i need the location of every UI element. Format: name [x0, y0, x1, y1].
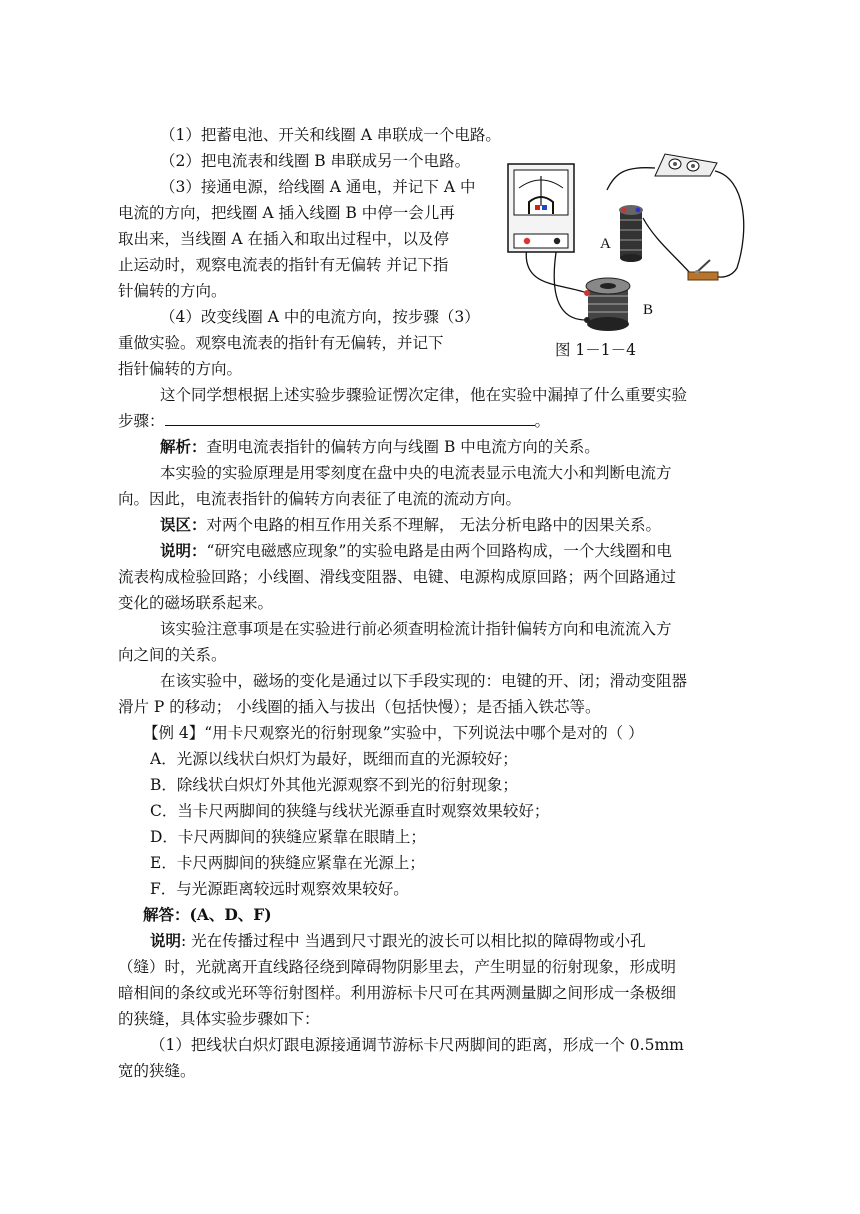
step-3-line-2: 电流的方向，把线圈 A 插入线圈 B 中停一会儿再 — [118, 204, 455, 222]
analysis-p2-line-1: 本实验的实验原理是用零刻度在盘中央的电流表显示电流大小和判断电流方 — [160, 464, 672, 482]
coil-b — [584, 278, 630, 331]
circuit-figure — [505, 148, 755, 363]
example4-explain-text: : 光在传播过程中 当遇到尺寸跟光的波长可以相比拟的障碍物或小孔 — [181, 932, 646, 950]
wire — [643, 218, 690, 273]
example4-title: 【例 4】“用卡尺观察光的衍射现象”实验中，下列说法中哪个是对的（ ） — [143, 724, 644, 742]
step-4-line-3: 指针偏转的方向。 — [118, 360, 243, 378]
explain-text: “研究电磁感应现象”的实验电路是由两个回路构成，一个大线圈和电 — [206, 542, 672, 560]
step-2: （2）把电流表和线圈 B 串联成另一个电路。 — [160, 152, 471, 170]
wire — [715, 171, 744, 277]
figure-caption: 图 1－1－4 — [555, 341, 637, 359]
step-3-line-3: 取出来，当线圈 A 在插入和取出过程中，以及停 — [118, 230, 450, 248]
explain-line-2: 流表构成检验回路；小线圈、滑线变阻器、电键、电源构成原回路；两个回路通过 — [118, 568, 677, 586]
question-line-2 — [118, 409, 550, 433]
step-3-line-1: （3）接通电源，给线圈 A 通电，并记下 A 中 — [160, 178, 476, 196]
battery — [655, 154, 717, 176]
wire — [526, 246, 587, 293]
option-b: B．除线状白炽灯外其他光源观察不到光的衍射现象； — [150, 776, 518, 794]
coil-a — [619, 205, 643, 262]
question-suffix: 。 — [534, 412, 551, 430]
example4-answer: 解答：(A、D、F) — [143, 905, 272, 924]
step-4-line-1: （4）改变线圈 A 中的电流方向，按步骤（3） — [160, 308, 480, 326]
mistake — [160, 513, 661, 537]
option-a: A．光源以线状白炽灯为最好，既细而直的光源较好； — [150, 750, 518, 768]
analysis-label: 解析： — [160, 437, 207, 456]
explain-p2-line-2: 向之间的关系。 — [118, 646, 227, 664]
galvanometer — [508, 164, 574, 252]
example4-explain-line-3: 暗相间的条纹或光环等衍射图样。利用游标卡尺可在其两测量脚之间形成一条极细 — [118, 984, 677, 1002]
analysis-text: 查明电流表指针的偏转方向与线圈 B 中电流方向的关系。 — [206, 438, 600, 456]
example4-explain-line-4: 的狭缝，具体实验步骤如下： — [118, 1010, 320, 1028]
step-3-line-4: 止运动时，观察电流表的指针有无偏转 并记下指 — [118, 256, 449, 274]
mistake-label: 误区： — [160, 515, 207, 534]
mistake-text: 对两个电路的相互作用关系不理解， 无法分析电路中的因果关系。 — [206, 516, 661, 534]
switch — [688, 260, 718, 280]
explain-label: 说明： — [160, 541, 207, 560]
step-4-line-2: 重做实验。观察电流表的指针有无偏转，并记下 — [118, 334, 444, 352]
option-e: E．卡尺两脚间的狭缝应紧靠在光源上； — [150, 854, 425, 872]
analysis — [160, 435, 600, 459]
question-line-1: 这个同学想根据上述实验步骤验证愣次定律，他在实验中漏掉了什么重要实验 — [160, 386, 688, 404]
example4-explain-line-1 — [150, 929, 646, 953]
explain-line-1 — [160, 539, 672, 563]
example4-explain-label: 说明 — [150, 931, 182, 950]
explain-p3-line-2: 滑片 P 的移动； 小线圈的插入与拔出（包括快慢）；是否插入铁芯等。 — [118, 698, 601, 716]
answer-blank — [165, 409, 535, 426]
wire — [607, 168, 655, 190]
example4-explain-line-2: （缝）时，光就离开直线路径绕到障碍物阴影里去，产生明显的衍射现象，形成明 — [118, 958, 677, 976]
option-d: D．卡尺两脚间的狭缝应紧靠在眼睛上； — [150, 828, 426, 846]
option-f: F．与光源距离较远时观察效果较好。 — [150, 880, 409, 898]
wire — [554, 246, 587, 320]
explain-p3-line-1: 在该实验中，磁场的变化是通过以下手段实现的：电键的开、闭；滑动变阻器 — [160, 672, 688, 690]
label-coil-b: B — [643, 302, 654, 318]
example4-step1-line-1: （1）把线状白炽灯跟电源接通调节游标卡尺两脚间的距离，形成一个 0.5mm — [150, 1036, 684, 1054]
example4-step1-line-2: 宽的狭缝。 — [118, 1062, 196, 1080]
question-prefix: 步骤： — [118, 412, 165, 430]
analysis-p2-line-2: 向。因此，电流表指针的偏转方向表征了电流的流动方向。 — [118, 490, 522, 508]
step-1: （1）把蓄电池、开关和线圈 A 串联成一个电路。 — [160, 126, 501, 144]
step-3-line-5: 针偏转的方向。 — [118, 282, 227, 300]
explain-p2-line-1: 该实验注意事项是在实验进行前必须查明检流计指针偏转方向和电流流入方 — [160, 620, 672, 638]
label-coil-a: A — [600, 236, 611, 252]
option-c: C．当卡尺两脚间的狭缝与线状光源垂直时观察效果较好； — [150, 802, 550, 820]
explain-line-3: 变化的磁场联系起来。 — [118, 594, 274, 612]
